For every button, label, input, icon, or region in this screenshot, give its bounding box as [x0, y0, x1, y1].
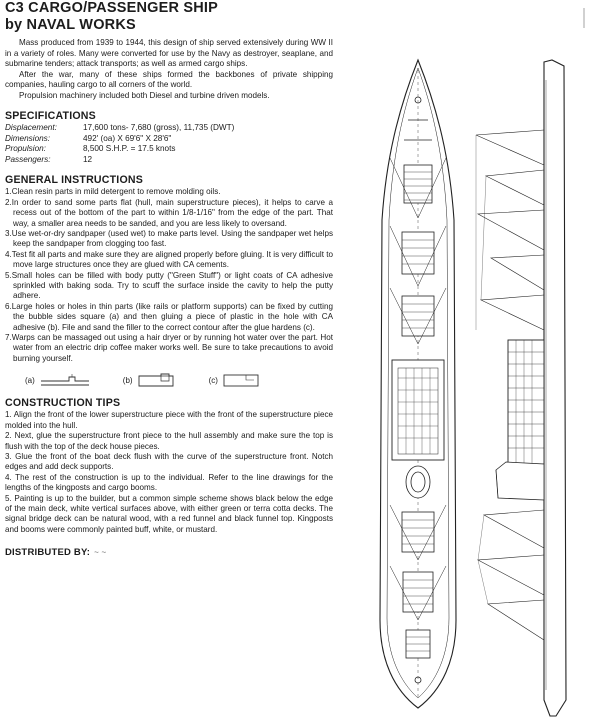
- figure-c: [209, 372, 262, 388]
- title-line-1: C3 CARGO/PASSENGER SHIP: [5, 0, 219, 16]
- figure-b: [123, 372, 177, 388]
- figure-a: [25, 372, 91, 388]
- intro-text: [5, 38, 333, 101]
- construction-tips-heading: CONSTRUCTION TIPS: [5, 397, 121, 410]
- tip-item: 1. Align the front of the lower superstructure piece with the front of the superstructure piece molded into the hull.: [5, 410, 333, 430]
- spec-value: 8,500 S.H.P. = 17.5 knots: [83, 144, 176, 154]
- distributed-by-label: DISTRIBUTED BY:: [5, 547, 91, 559]
- distributor-scribble: ~ ~: [94, 548, 107, 558]
- spec-value: 492' (oa) X 69'6" X 28'6": [83, 133, 172, 143]
- distributor-line: [5, 547, 333, 558]
- tip-item: 2. Next, glue the superstructure front piece to the hull assembly and make sure the top is flush with the top of the deck house pieces.: [5, 431, 333, 451]
- figure-label: (a): [25, 375, 35, 385]
- title-line-2: by NAVAL WORKS: [5, 17, 136, 33]
- instruction-item: 6.Large holes or holes in thin parts (like rails or platform supports) can be fixed by cutting the bubble sides square (a) and then gluing a piece of plastic in the hole with CA adhesive (b). File and sand the filler to the correct contour after the glue hardens (c).: [5, 301, 333, 332]
- sanded-contour-diagram: [222, 372, 262, 388]
- instruction-item: 3.Use wet-or-dry sandpaper (used wet) to make parts level. Using the sandpaper wet helps keep the sandpaper from clogging too fast.: [5, 229, 333, 249]
- instruction-item: 5.Small holes can be filled with body putty ("Green Stuff") or light coats of CA adhesive sprinkled with baking soda. Try to scuff the surface inside the cavity to help the putty adhere.: [5, 270, 333, 301]
- spec-key: Displacement:: [5, 123, 57, 132]
- specifications-heading: SPECIFICATIONS: [5, 110, 96, 122]
- instruction-item: 7.Warps can be massaged out using a hair dryer or by running hot water over the part. Hot water from an electric drip coffee maker works well. Be sure to take precautions to avoid burning yourself.: [5, 333, 333, 363]
- figure-label: (b): [122, 375, 133, 385]
- spec-value: 17,600 tons- 7,680 (gross), 11,735 (DWT): [83, 123, 235, 132]
- construction-tips-list: [5, 410, 333, 535]
- spec-row: [5, 123, 333, 134]
- instruction-sheet: [5, 0, 333, 558]
- intro-paragraph: Propulsion machinery included both Diesel and turbine driven models.: [19, 90, 270, 100]
- repair-figures: [25, 372, 333, 388]
- instructions-list: [5, 187, 333, 364]
- ship-plan-view: [380, 60, 456, 708]
- spec-value: 12: [83, 154, 93, 164]
- instruction-item: 4.Test fit all parts and make sure they are aligned properly before gluing. It is very difficult to move large structures once they are glued with CA cements.: [5, 249, 333, 270]
- spec-row: [5, 155, 333, 166]
- spec-key: Propulsion:: [5, 144, 46, 154]
- spec-key: Dimensions:: [5, 133, 51, 143]
- spec-row: [5, 144, 333, 155]
- ship-line-drawing: [346, 0, 600, 719]
- spec-key: Passengers:: [5, 154, 51, 164]
- specifications-list: [5, 123, 333, 165]
- tip-item: 3. Glue the front of the boat deck flush with the curve of the superstructure front. Notch edges and add deck supports.: [5, 451, 333, 472]
- intro-paragraph: After the war, many of these ships formed the backbones of private shipping companies, hauling cargo to all corners of the world.: [5, 69, 333, 89]
- spec-row: [5, 134, 333, 145]
- figure-label: (c): [208, 375, 218, 385]
- intro-paragraph: Mass produced from 1939 to 1944, this design of ship served extensively during WW II in a variety of roles. Many were converted for use by the Navy as destroyer, seaplane, and submarine tenders; attack transports; as well as armed cargo ships.: [5, 38, 333, 68]
- square-cut-diagram: [39, 372, 91, 388]
- ship-profile-view: [476, 60, 566, 716]
- general-instructions-heading: GENERAL INSTRUCTIONS: [5, 174, 143, 187]
- instruction-item: 1.Clean resin parts in mild detergent to remove molding oils.: [5, 187, 221, 197]
- plastic-insert-diagram: [137, 372, 177, 388]
- tip-item: 4. The rest of the construction is up to the individual. Refer to the line drawings for the lengths of the kingposts and cargo booms.: [5, 472, 333, 493]
- instruction-item: 2.In order to sand some parts flat (hull, main superstructure pieces), it helps to carve a recess out of the bottom of the part to within 1/8-1/16" from the edge of the part. That way, a smaller area needs to be sanded, and you are less likely to oversand.: [5, 197, 333, 228]
- tip-item: 5. Painting is up to the builder, but a common simple scheme shows black below the edge of the main deck, white vertical surfaces above, with either green or terra cotta decks. The signal bridge deck can be natural wood, with a red funnel and black funnel top. Kingposts and booms were commonly painted buff, white, or mustard.: [5, 493, 333, 534]
